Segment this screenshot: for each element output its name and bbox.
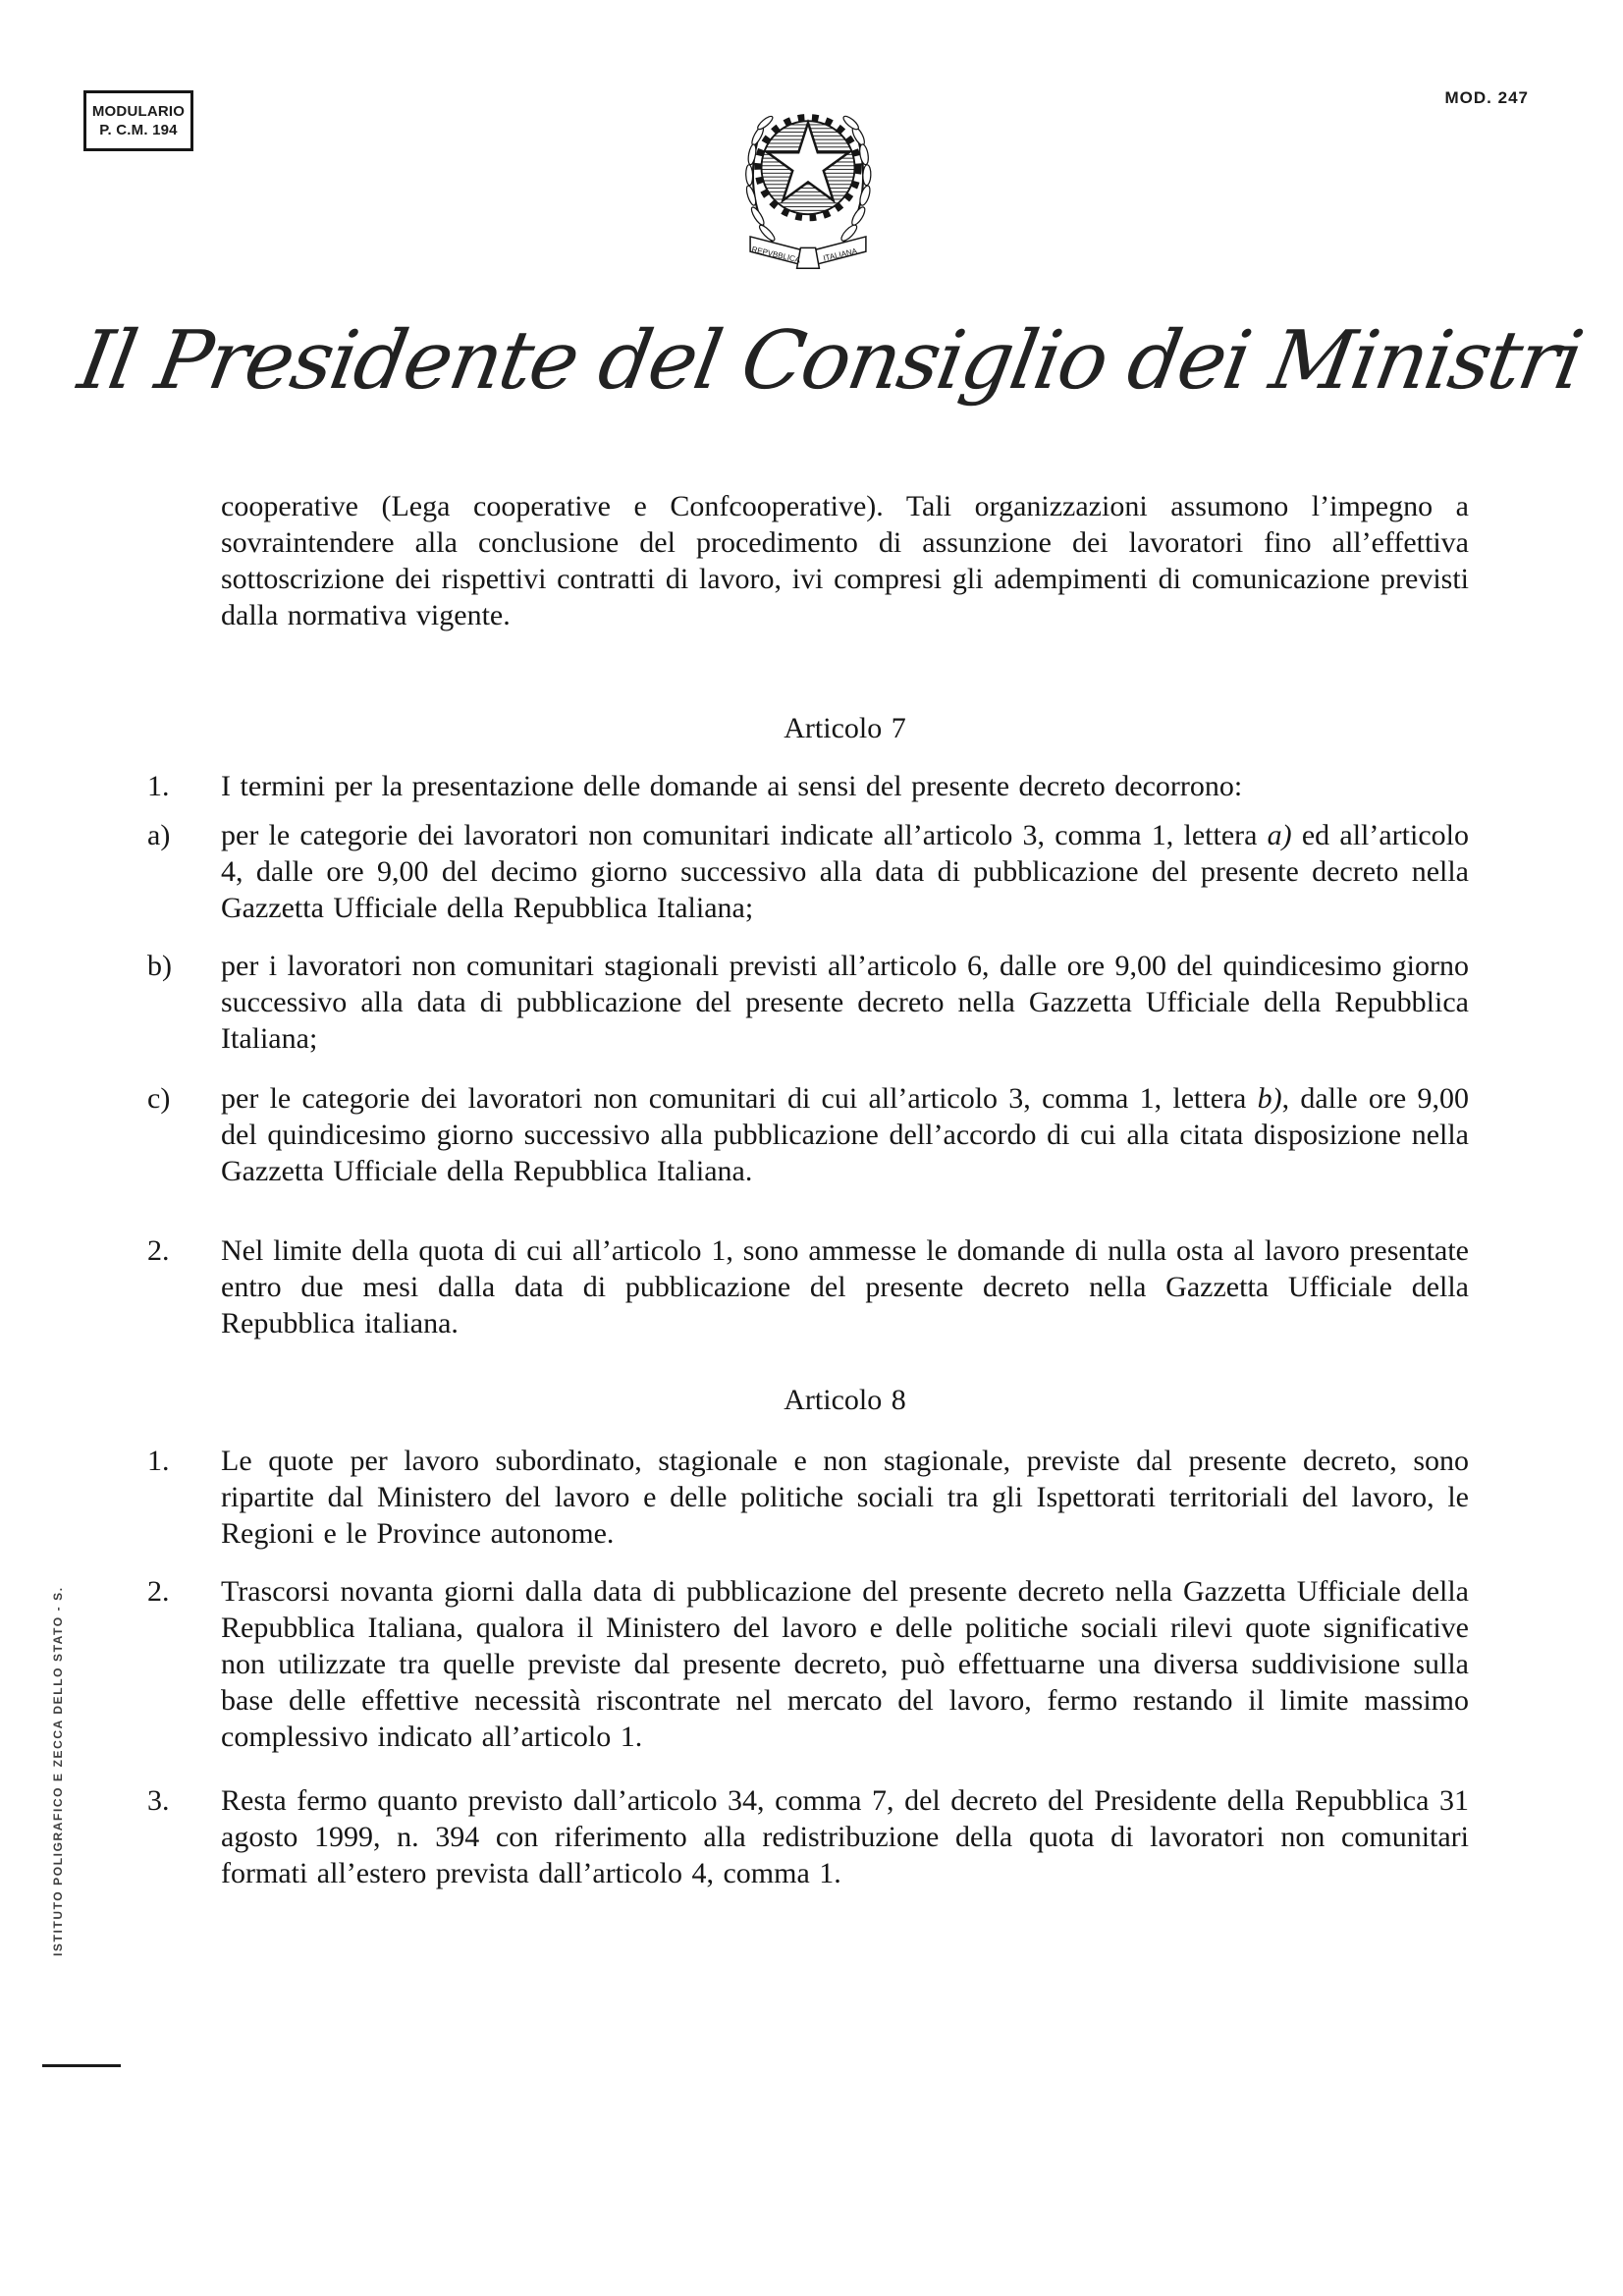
articolo-8-title: Articolo 8 bbox=[784, 1384, 906, 1416]
list-item bbox=[147, 1782, 1469, 1891]
banner-text-left: REPVBBLICA bbox=[750, 245, 801, 265]
document-body bbox=[147, 488, 1469, 1891]
item-text bbox=[221, 817, 1469, 926]
modulario-line2: P. C.M. 194 bbox=[99, 122, 178, 138]
item-text bbox=[221, 768, 1469, 804]
printer-imprint: ISTITUTO POLIGRAFICO E ZECCA DELLO STATO - S. bbox=[51, 1586, 65, 1956]
item-text-part2: , dalle ore 9,00 del quindicesimo giorno successivo alla pubblicazione dell’accordo di cui alla citata disposizione nella Gazzetta Ufficiale della Repubblica Italiana. bbox=[221, 1082, 1470, 1187]
item-label: 1. bbox=[147, 1445, 170, 1477]
item-text-part1: Trascorsi novanta giorni dalla data di pubblicazione del presente decreto nella Gazzetta Ufficiale della Repubblica Italiana, qualora il Ministero del lavoro e delle politiche sociali rilevi quote significative non utilizzate tra quelle previste dal presente decreto, può effettuarne una diversa suddivisione sulla base delle effettive necessità riscontrate nel mercato del lavoro, fermo restando il limite massimo complessivo indicato all’articolo 1. bbox=[221, 1575, 1469, 1753]
item-label: c) bbox=[147, 1082, 171, 1115]
list-item bbox=[147, 817, 1469, 926]
list-item bbox=[147, 948, 1469, 1057]
item-label: 2. bbox=[147, 1575, 170, 1608]
item-label: b) bbox=[147, 950, 172, 982]
item-text bbox=[221, 1782, 1469, 1891]
item-text-part1: Resta fermo quanto previsto dall’articolo 34, comma 7, del decreto del Presidente della Repubblica 31 agosto 1999, n. 394 con riferimento alla redistribuzione della quota di lavoratori non comunitari formati all’estero prevista dall’articolo 4, comma 1. bbox=[221, 1784, 1469, 1889]
articolo-7-title: Articolo 7 bbox=[784, 712, 906, 744]
list-item bbox=[147, 1443, 1469, 1552]
item-label: 2. bbox=[147, 1234, 170, 1267]
modulario-line1: MODULARIO bbox=[91, 103, 186, 120]
item-label: a) bbox=[147, 819, 171, 851]
item-text bbox=[221, 1232, 1469, 1341]
letterhead-title: Il Presidente del Consiglio dei Ministri bbox=[72, 314, 1589, 408]
item-text-italic: a) bbox=[1267, 819, 1292, 851]
modulario-box bbox=[83, 90, 193, 151]
item-text-part1: per i lavoratori non comunitari stagionali previsti all’articolo 6, dalle ore 9,00 del quindicesimo giorno successivo alla data di pubblicazione del presente decreto nella Gazzetta Ufficiale della Repubblica Italiana; bbox=[221, 950, 1469, 1055]
mod-ref-label: MOD. 247 bbox=[1444, 88, 1529, 107]
item-text-italic: b) bbox=[1257, 1082, 1282, 1115]
item-text-part2: ed all’articolo 4, dalle ore 9,00 del decimo giorno successivo alla data di pubblicazione del presente decreto nella Gazzetta Ufficiale della Repubblica Italiana; bbox=[221, 819, 1469, 924]
item-text bbox=[221, 948, 1469, 1057]
intro-paragraph: cooperative (Lega cooperative e Confcooperative). Tali organizzazioni assumono l’impegno a sovraintendere alla conclusione del procedimento di assunzione dei lavoratori fino all’effettiva sottoscrizione dei rispettivi contratti di lavoro, ivi compresi gli adempimenti di comunicazione previsti dalla normativa vigente. bbox=[221, 490, 1469, 631]
item-label: 1. bbox=[147, 770, 170, 802]
item-text-part1: per le categorie dei lavoratori non comunitari di cui all’articolo 3, comma 1, lettera bbox=[221, 1082, 1258, 1115]
item-text-part1: per le categorie dei lavoratori non comunitari indicate all’articolo 3, comma 1, lettera bbox=[221, 819, 1268, 851]
banner-ribbon bbox=[750, 237, 866, 268]
item-text bbox=[221, 1573, 1469, 1755]
item-text-part1: Nel limite della quota di cui all’articolo 1, sono ammesse le domande di nulla osta al lavoro presentate entro due mesi dalla data di pubblicazione del presente decreto nella Gazzetta Ufficiale della Repubblica italiana. bbox=[221, 1234, 1469, 1339]
list-item bbox=[147, 1232, 1469, 1341]
item-text bbox=[221, 1080, 1469, 1189]
bottom-rule bbox=[42, 2064, 121, 2067]
banner-text-right: ITALIANA bbox=[822, 246, 858, 263]
list-item bbox=[147, 768, 1469, 804]
italy-emblem-icon bbox=[733, 82, 883, 278]
item-text bbox=[221, 1443, 1469, 1552]
item-label: 3. bbox=[147, 1784, 170, 1817]
item-text-part1: I termini per la presentazione delle domande ai sensi del presente decreto decorrono: bbox=[221, 770, 1243, 802]
list-item bbox=[147, 1080, 1469, 1189]
list-item bbox=[147, 1573, 1469, 1755]
item-text-part1: Le quote per lavoro subordinato, stagionale e non stagionale, previste dal presente decreto, sono ripartite dal Ministero del lavoro e delle politiche sociali tra gli Ispettorati territoriali del lavoro, le Regioni e le Province autonome. bbox=[221, 1445, 1469, 1550]
